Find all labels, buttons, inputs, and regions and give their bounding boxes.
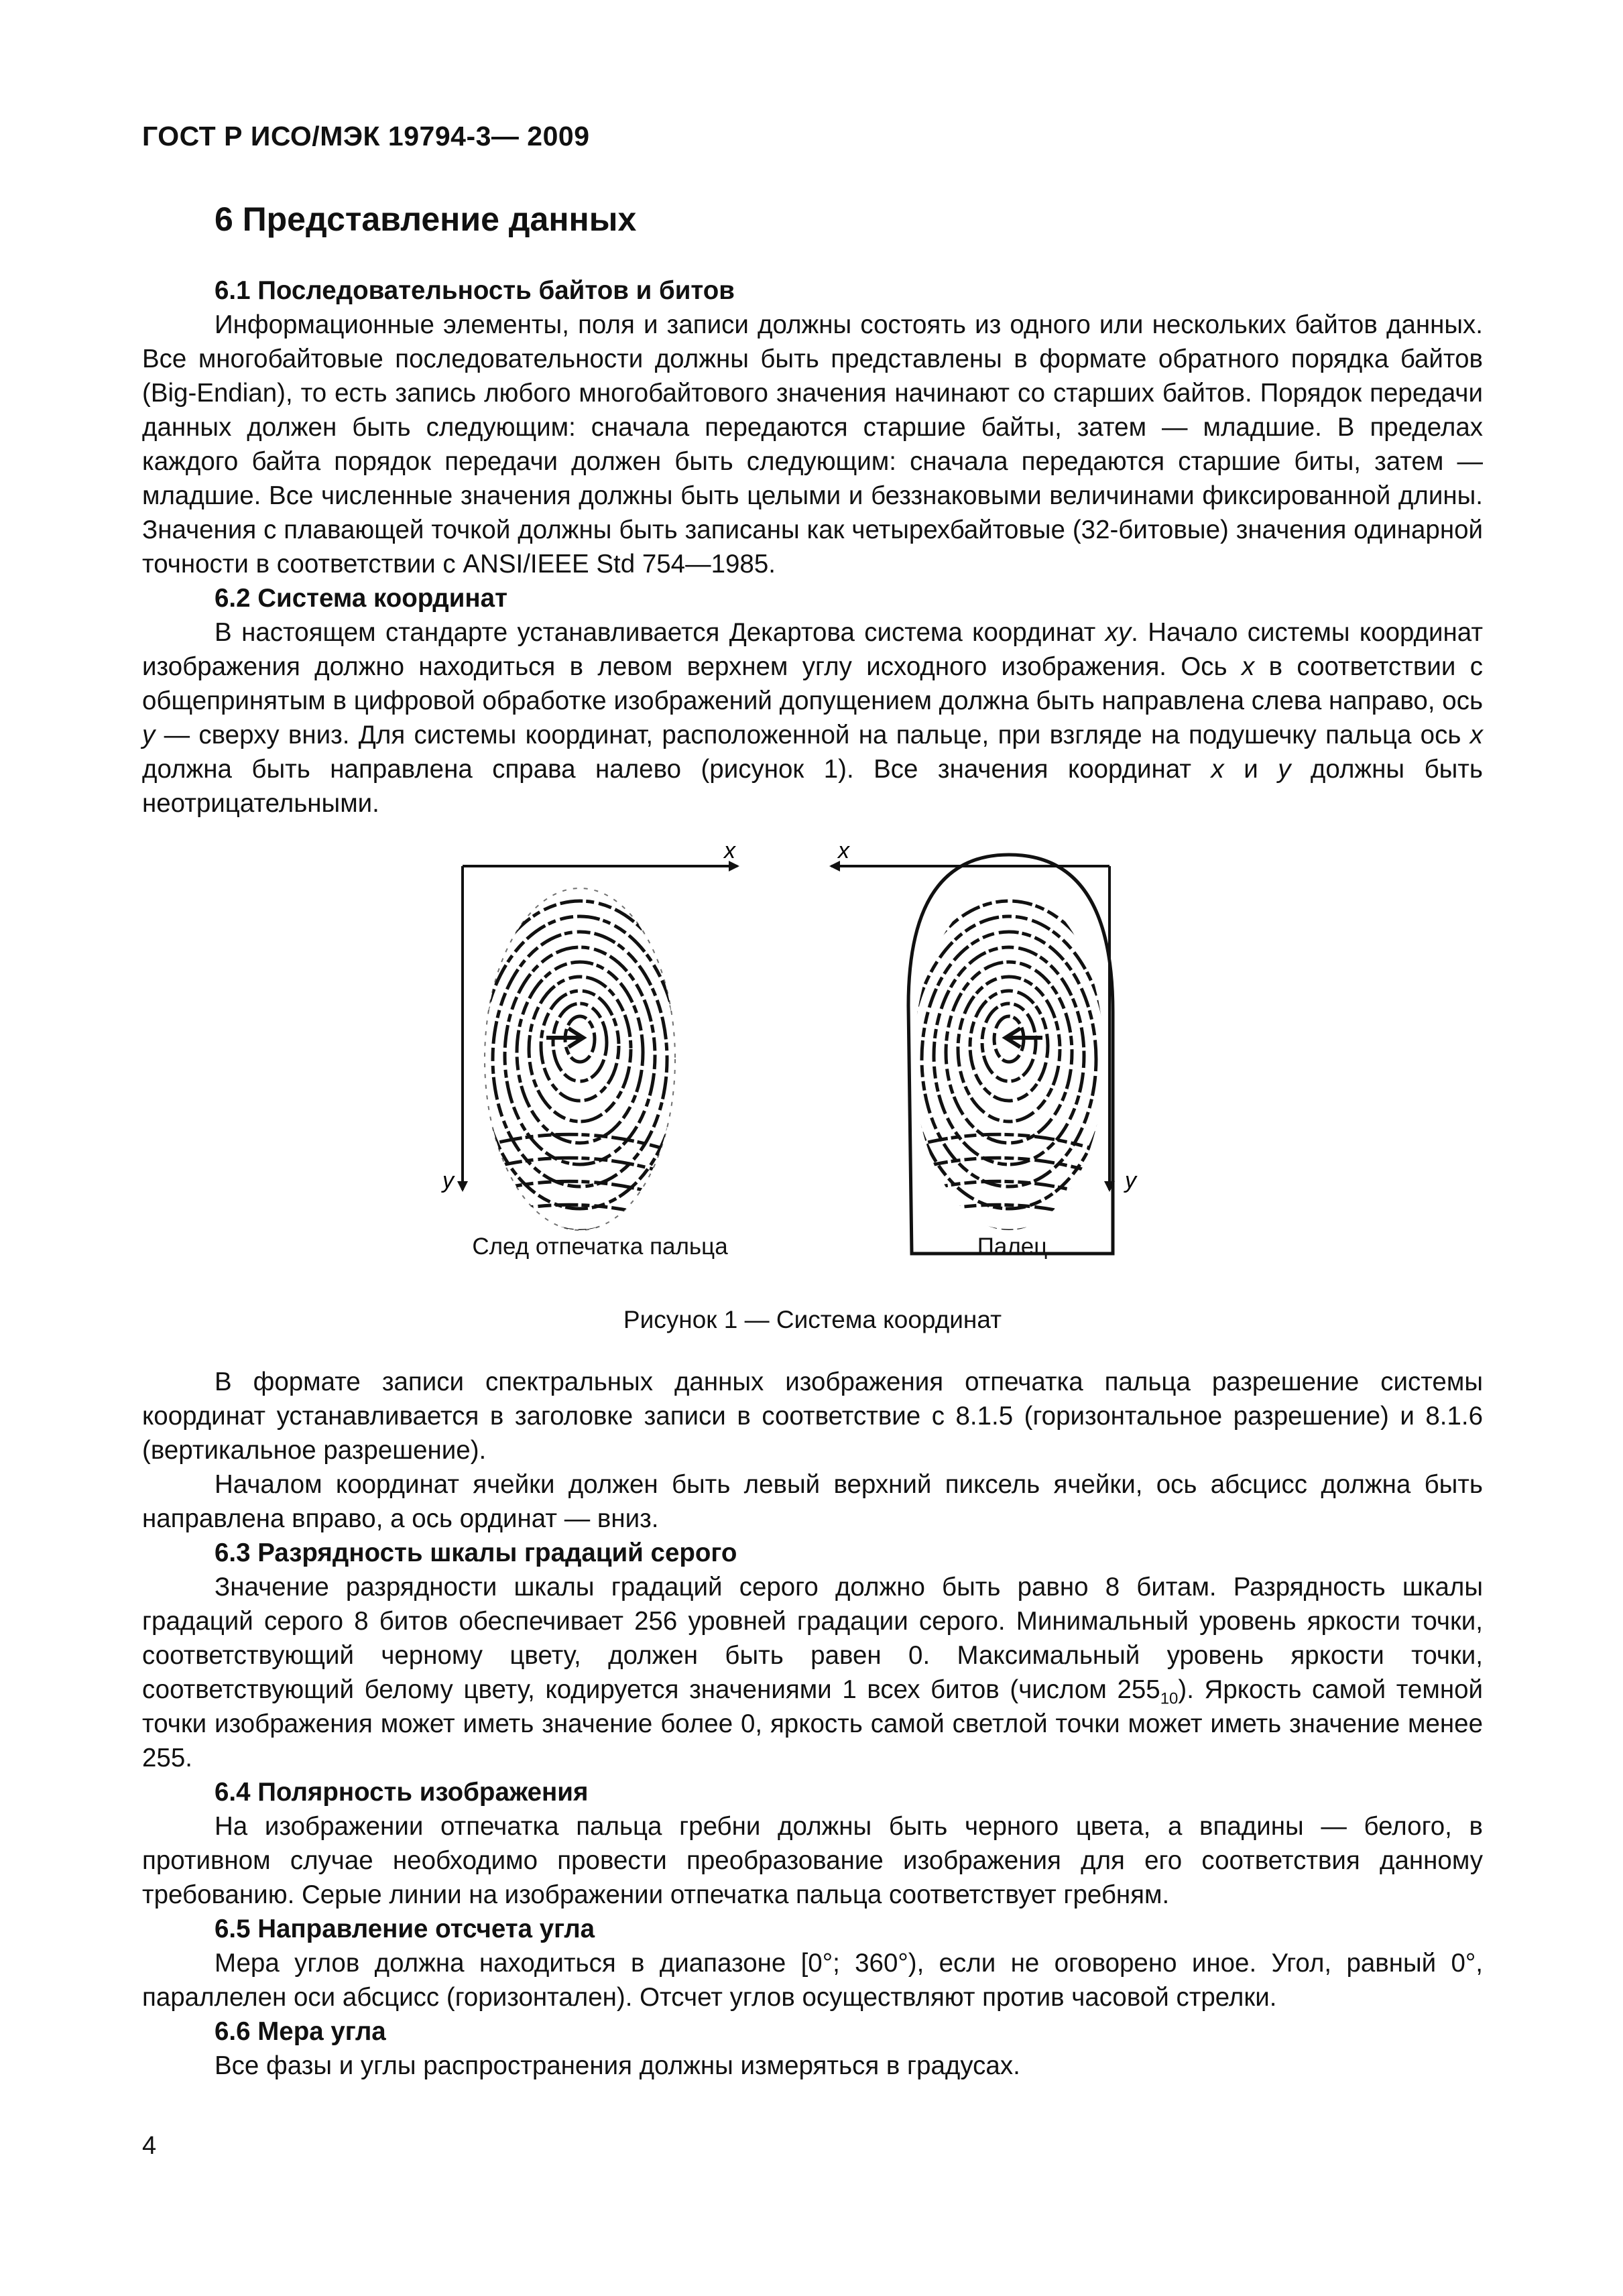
figure-drawing [402,838,1240,1267]
document-code-header: ГОСТ Р ИСО/МЭК 19794-3— 2009 [142,121,590,152]
fingerprint-impression [457,886,703,1253]
figure-caption: Рисунок 1 — Система координат [623,1306,1002,1333]
subsection-6-1-title: 6.1 Последовательность байтов и битов [215,276,735,305]
subsection-6-1-paragraph: Информационные элементы, поля и записи должны состоять из одного или нескольких байтов данных. Все многобайтовые последовательности должны быть представлены в формате обратного порядка байтов (Big-Endian), то есть запись любого многобайтового значения начинают со старших байтов. Порядок передачи данных должен быть следующим: сначала передаются старшие байты, затем — младшие. В пределах каждого байта порядок передачи должен быть следующим: сначала передаются старшие биты, затем — младшие. Все численные значения должны быть целыми и беззнаковыми величинами фиксированной длины. Значения с плавающей точкой должны быть записаны как четырехбайтовые (32-битовые) значения одинарной точности в соответствии с ANSI/IEEE Std 754—1985. [142,310,1483,579]
right-axis-x-label: x [838,838,849,863]
right-axes [831,866,1109,1190]
text-block-bottom [142,1365,1483,2083]
subsection-6-4-title: 6.4 Полярность изображения [215,1778,589,1807]
subsection-6-5-title: 6.5 Направление отсчета угла [215,1915,595,1943]
fingerprint-on-finger [886,886,1132,1253]
subsection-6-2-title: 6.2 Система координат [215,584,507,613]
text-block-top [142,274,1483,821]
figure-coordinate-system [402,838,1240,1267]
left-axis-y-label: y [442,1168,454,1193]
subsection-6-6-paragraph: Все фазы и углы распространения должны измеряться в градусах. [215,2051,1020,2080]
section-title: 6 Представление данных [215,200,637,238]
subsection-6-2-paragraph-2: В формате записи спектральных данных изображения отпечатка пальца разрешение системы координат устанавливается в заголовке записи в соответствие с 8.1.5 (горизонтальное разрешение) и 8.1.6 (вертикальное разрешение). [142,1368,1483,1465]
subsection-6-3-paragraph: Значение разрядности шкалы градаций серого должно быть равно 8 битам. Разрядность шкалы градаций серого 8 битов обеспечивает 256 уровней градации серого. Минимальный уровень яркости точки, соответствующий черному цвету, должен быть равен 0. Максимальный уровень яркости точки, соответствующий белому цвету, кодируется значениями 1 всех битов (числом $255_{10}$). Яркость самой темной точки изображения может иметь значение более 0, яркость самой светлой точки может иметь значение менее 255. [142,1573,1483,1772]
subsection-6-4-paragraph: На изображении отпечатка пальца гребни должны быть черного цвета, а впадины — белого, в противном случае необходимо провести преобразование изображения для его соответствия данному требованию. Серые линии на изображении отпечатка пальца соответствует гребням. [142,1812,1483,1909]
figure-label-finger: Палец [977,1233,1048,1260]
subsection-6-2-paragraph-3: Началом координат ячейки должен быть левый верхний пиксель ячейки, ось абсцисс должна быть направлена вправо, а ось ординат — вниз. [142,1470,1483,1533]
subsection-6-3-title: 6.3 Разрядность шкалы градаций серого [215,1538,737,1567]
subsection-6-2-paragraph-1: В настоящем стандарте устанавливается Декартова система координат xy. Начало системы координат изображения должно находиться в левом верхнем углу исходного изображения. Ось x в соответствии с общепринятым в цифровой обработке изображений допущением должна быть направлена слева направо, ось y — сверху вниз. Для системы координат, расположенной на пальце, при взгляде на подушечку пальца ось x должна быть направлена справа налево (рисунок 1). Все значения координат x и y должны быть неотрицательными. [142,618,1483,818]
figure-label-impression: След отпечатка пальца [472,1233,728,1260]
subsection-6-5-paragraph: Мера углов должна находиться в диапазоне [0°; 360°), если не оговорено иное. Угол, равный 0°, параллелен оси абсцисс (горизонтален). Отсчет углов осуществляют против часовой стрелки. [142,1949,1483,2012]
page-number: 4 [142,2132,157,2160]
right-axis-y-label: y [1125,1168,1136,1193]
subsection-6-6-title: 6.6 Мера угла [215,2017,386,2046]
finger-outline [908,855,1113,1254]
left-axis-x-label: x [724,838,735,863]
